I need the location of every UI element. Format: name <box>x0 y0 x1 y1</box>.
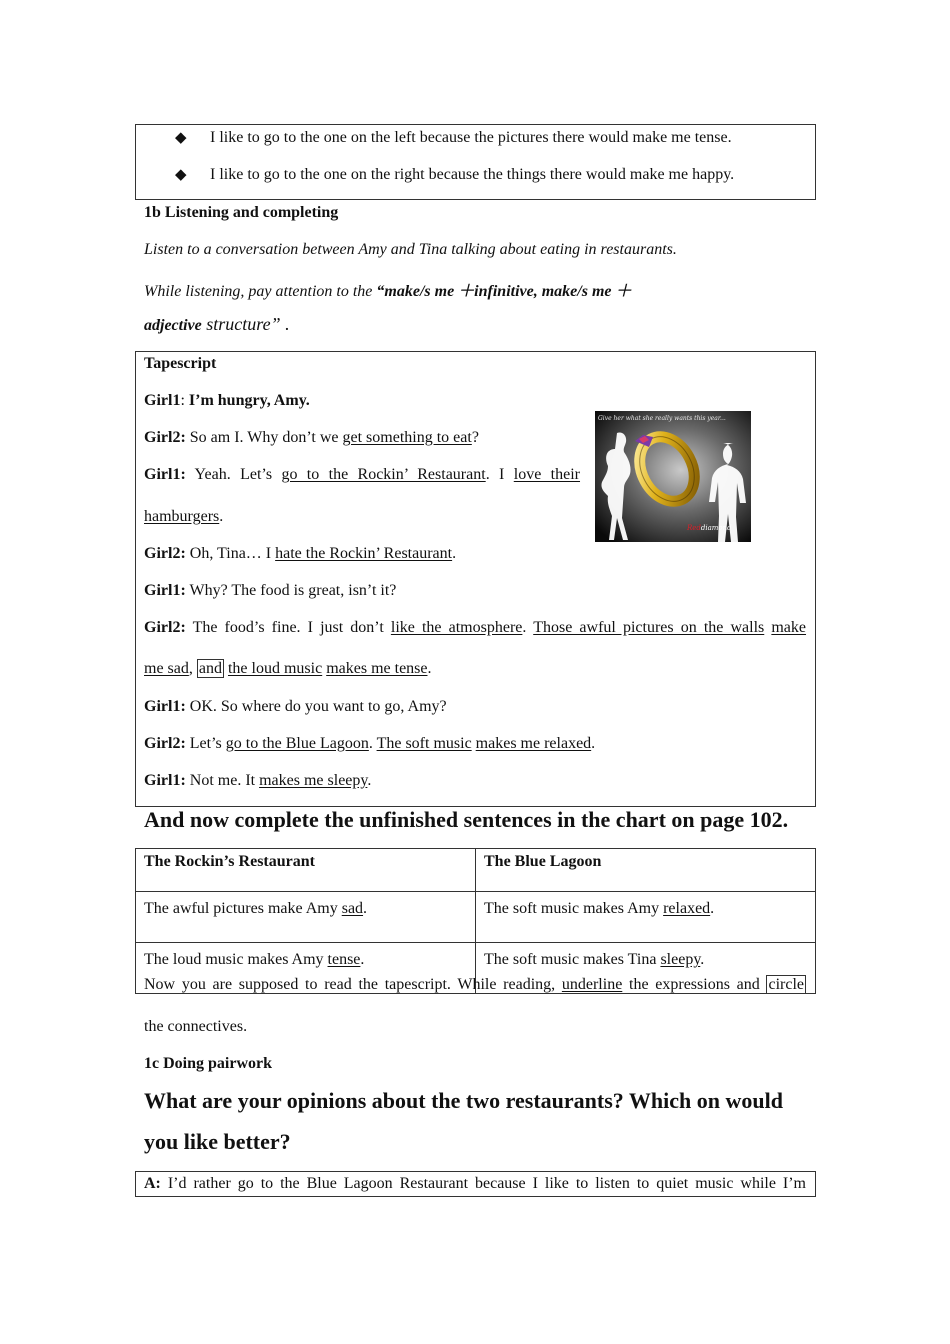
table-cell: The awful pictures make Amy sad. <box>136 892 476 943</box>
table-cell: The loud music makes Amy tense. <box>136 943 476 994</box>
reading-instruction-continued: the connectives. <box>144 1018 248 1035</box>
filled-answer: relaxed <box>663 900 711 917</box>
restaurant-chart-table <box>135 848 816 994</box>
filled-answer: sleepy <box>660 951 701 968</box>
dialogue-line: Girl1: Yeah. Let’s go to the Rockin’ Restaurant. I love their <box>144 466 581 483</box>
instruction-line: Listen to a conversation between Amy and Tina talking about eating in restaurants. <box>144 241 677 258</box>
dialogue-line-continued: hamburgers. <box>144 508 224 525</box>
table-cell: The soft music makes Amy relaxed. <box>476 892 816 943</box>
dialogue-line: Girl2: Let’s go to the Blue Lagoon. The soft music makes me relaxed. <box>144 735 596 752</box>
opinion-item: I like to go to the one on the left because the pictures there would make me tense. <box>210 129 732 146</box>
dialogue-line: Girl2: So am I. Why don’t we get something to eat? <box>144 429 479 446</box>
section-heading-1c: 1c Doing pairwork <box>144 1055 272 1072</box>
dialogue-line: Girl2: Oh, Tina… I hate the Rockin’ Restaurant. <box>144 545 457 562</box>
complete-chart-heading: And now complete the unfinished sentences in the chart on page 102. <box>144 807 789 832</box>
dialogue-line: Girl1: Why? The food is great, isn’t it? <box>144 582 397 599</box>
opinion-item: I like to go to the one on the right because the things there would make me happy. <box>210 166 735 183</box>
diamond-bullet-icon: ◆ <box>175 130 187 146</box>
circled-connective: and <box>198 660 222 677</box>
table-header-cell: The Rockin’s Restaurant <box>136 849 476 892</box>
svg-text:Give her what she really wants: Give her what she really wants this year... <box>598 415 726 422</box>
ring-advertisement-image <box>595 411 751 542</box>
section-heading-1b: 1b Listening and completing <box>144 204 339 221</box>
answer-line: A: I’d rather go to the Blue Lagoon Restaurant because I like to listen to quiet music while I’m <box>144 1175 806 1192</box>
table-header-cell: The Blue Lagoon <box>476 849 816 892</box>
dialogue-line: Girl1: I’m hungry, Amy. <box>144 392 310 409</box>
dialogue-line: Girl1: Not me. It makes me sleepy. <box>144 772 372 789</box>
pairwork-question: you like better? <box>144 1129 291 1154</box>
dialogue-line: Girl2: The food’s fine. I just don’t like the atmosphere. Those awful pictures on the walls make <box>144 619 807 636</box>
dialogue-line: Girl1: OK. So where do you want to go, Amy? <box>144 698 447 715</box>
instruction-line: While listening, pay attention to the “make/s me ＋infinitive, make/s me ＋ <box>144 283 632 300</box>
dialogue-line-continued: me sad, and the loud music makes me tense. <box>144 660 432 677</box>
circled-word: circle <box>768 976 804 993</box>
table-cell: The soft music makes Tina sleepy. <box>476 943 816 994</box>
diamond-bullet-icon: ◆ <box>175 167 187 183</box>
filled-answer: sad <box>341 900 364 917</box>
svg-text:Reddiamond: Reddiamond <box>687 524 732 532</box>
filled-answer: tense <box>327 951 361 968</box>
pairwork-question: What are your opinions about the two restaurants? Which on would <box>144 1088 783 1113</box>
table-row <box>136 892 816 943</box>
table-header-row <box>136 849 816 892</box>
tapescript-title: Tapescript <box>144 355 217 372</box>
instruction-line: adjective structure” . <box>144 314 290 334</box>
reading-instruction: Now you are supposed to read the tapescript. While reading, underline the expressions and circle <box>144 976 804 993</box>
